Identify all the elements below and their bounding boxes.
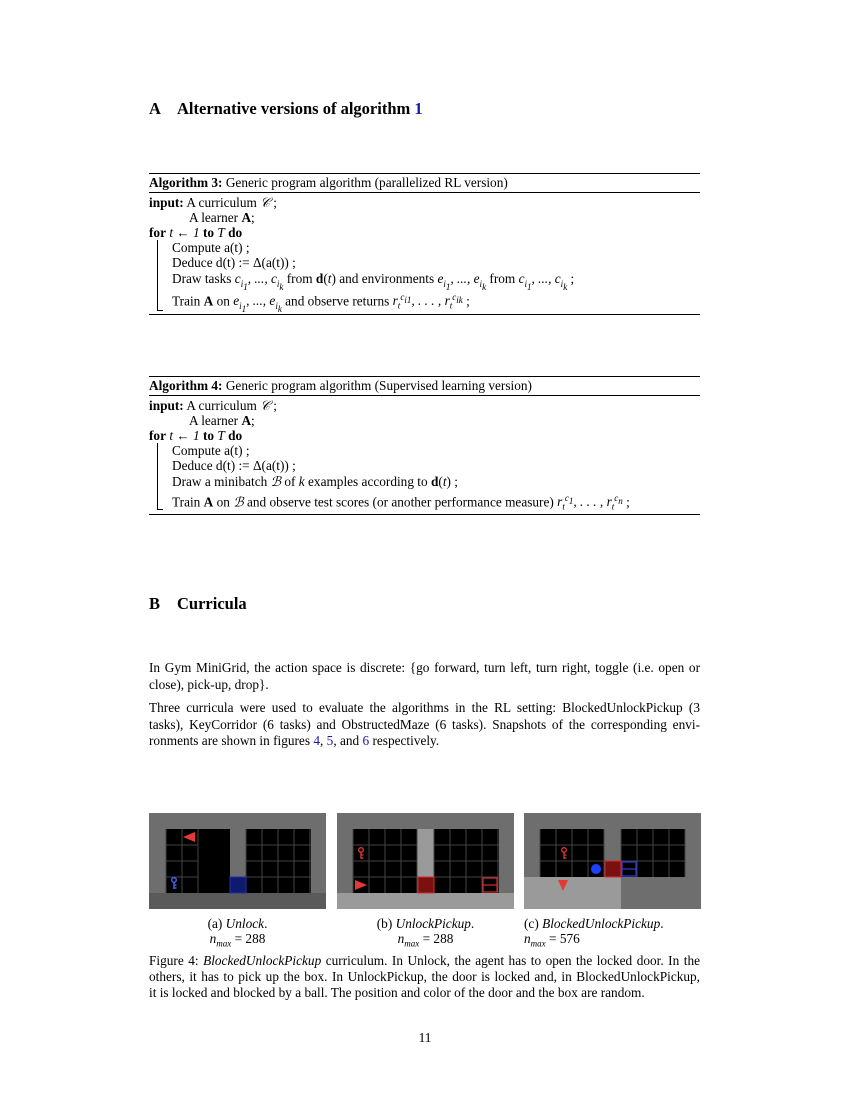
locked-door-icon xyxy=(605,861,621,877)
algo4-draw-line: Draw a minibatch ℬ of k examples according to d(t) ; xyxy=(172,474,458,489)
algo4-mid-rule xyxy=(149,395,700,396)
algo3-loop-bracket xyxy=(157,240,158,310)
algo3-loop-bracket-end xyxy=(157,310,163,311)
page-number: 11 xyxy=(418,1030,432,1045)
figure-4-link[interactable]: 4 xyxy=(313,733,320,748)
subfigure-unlockpickup-image xyxy=(337,813,514,909)
algo3-deduce-line: Deduce d(t) := Δ(a(t)) ; xyxy=(172,255,296,270)
paragraph-curricula: Three curricula were used to evaluate the algorithms in the RL setting: BlockedUnlockPickup (3 tasks), KeyCorridor (6 tasks) and ObstructedMaze (6 tasks). Snapshots of the corresponding envi- ronments are shown in figures 4, 5, and 6 respectively. xyxy=(149,700,700,748)
algo3-mid-rule xyxy=(149,192,700,193)
section-a-number: A xyxy=(149,99,161,118)
locked-door-icon xyxy=(418,877,434,893)
section-b-title: Curricula xyxy=(177,594,247,613)
algo4-deduce-line: Deduce d(t) := Δ(a(t)) ; xyxy=(172,458,296,473)
algo4-learner-line: A learner A; xyxy=(189,413,255,428)
algo4-for-line: for t ← 1 to T do xyxy=(149,428,243,443)
algo3-bottom-rule xyxy=(149,314,700,315)
algo3-top-rule xyxy=(149,173,700,174)
ball-icon xyxy=(591,864,601,874)
algo3-input-line: input: A curriculum 𝒞 ; xyxy=(149,195,277,210)
figure-6-link[interactable]: 6 xyxy=(362,733,370,748)
algo4-caption: Algorithm 4: Generic program algorithm (Supervised learning version) xyxy=(149,378,532,393)
subfigure-unlock-image xyxy=(149,813,326,909)
algo4-compute-line: Compute a(t) ; xyxy=(172,443,250,458)
figure-4-caption: Figure 4: BlockedUnlockPickup curriculum. In Unlock, the agent has to open the locked door. In the others, it has to pick up the box. In UnlockPickup, the door is locked and, in BlockedUnlockPickup, it is locked and blocked by a ball. The position and color of the door and the box are random. xyxy=(149,953,700,1000)
algo3-learner-line: A learner A; xyxy=(189,210,255,225)
section-a-heading xyxy=(149,99,423,119)
subfigure-unlock-caption: (a) Unlock. $n_{max} = 288$ xyxy=(207,916,268,949)
algo3-train-line: Train A on $e_{i_1}$, ..., $e_{i_k}$ and observe returns $r_t^{c_{i1}}$, . . . , $r_t^{c_{ik}}$ ; xyxy=(172,292,470,314)
algorithm-1-link[interactable]: 1 xyxy=(414,99,423,118)
section-b-heading xyxy=(149,594,247,614)
section-a-title: Alternative versions of algorithm xyxy=(177,99,411,118)
algo4-train-line: Train A on ℬ and observe test scores (or another performance measure) $r_t^{c_1}$, . . . , $r_t^{c_n}$ ; xyxy=(172,493,630,513)
algo3-for-line: for t ← 1 to T do xyxy=(149,225,243,240)
algo4-loop-bracket xyxy=(157,443,158,509)
algo4-top-rule xyxy=(149,376,700,377)
algo4-loop-bracket-end xyxy=(157,509,163,510)
algo3-draw-line: Draw tasks $c_{i_1}$, ..., $c_{i_k}$ from d(t) and environments $e_{i_1}$, ..., $e_{i_k}$ from $c_{i_1}$, ..., $c_{i_k}$ ; xyxy=(172,271,575,292)
algo4-input-line: input: A curriculum 𝒞 ; xyxy=(149,398,277,413)
algo3-compute-line: Compute a(t) ; xyxy=(172,240,250,255)
paragraph-action-space: In Gym MiniGrid, the action space is discrete: {go forward, turn left, turn right, toggle (i.e. open or close), pick-up, drop}. xyxy=(149,660,700,692)
subfigure-unlockpickup-caption: (b) UnlockPickup. $n_{max} = 288$ xyxy=(376,916,475,949)
subfigure-blockedunlockpickup-caption: (c) BlockedUnlockPickup. $n_{max} = 576$ xyxy=(524,916,664,949)
figure-5-link[interactable]: 5 xyxy=(326,733,334,748)
section-b-number: B xyxy=(149,594,161,613)
locked-door-icon xyxy=(230,877,246,893)
algo3-caption: Algorithm 3: Generic program algorithm (parallelized RL version) xyxy=(149,175,508,190)
algo4-bottom-rule xyxy=(149,514,700,515)
subfigure-blockedunlockpickup-image xyxy=(524,813,701,909)
